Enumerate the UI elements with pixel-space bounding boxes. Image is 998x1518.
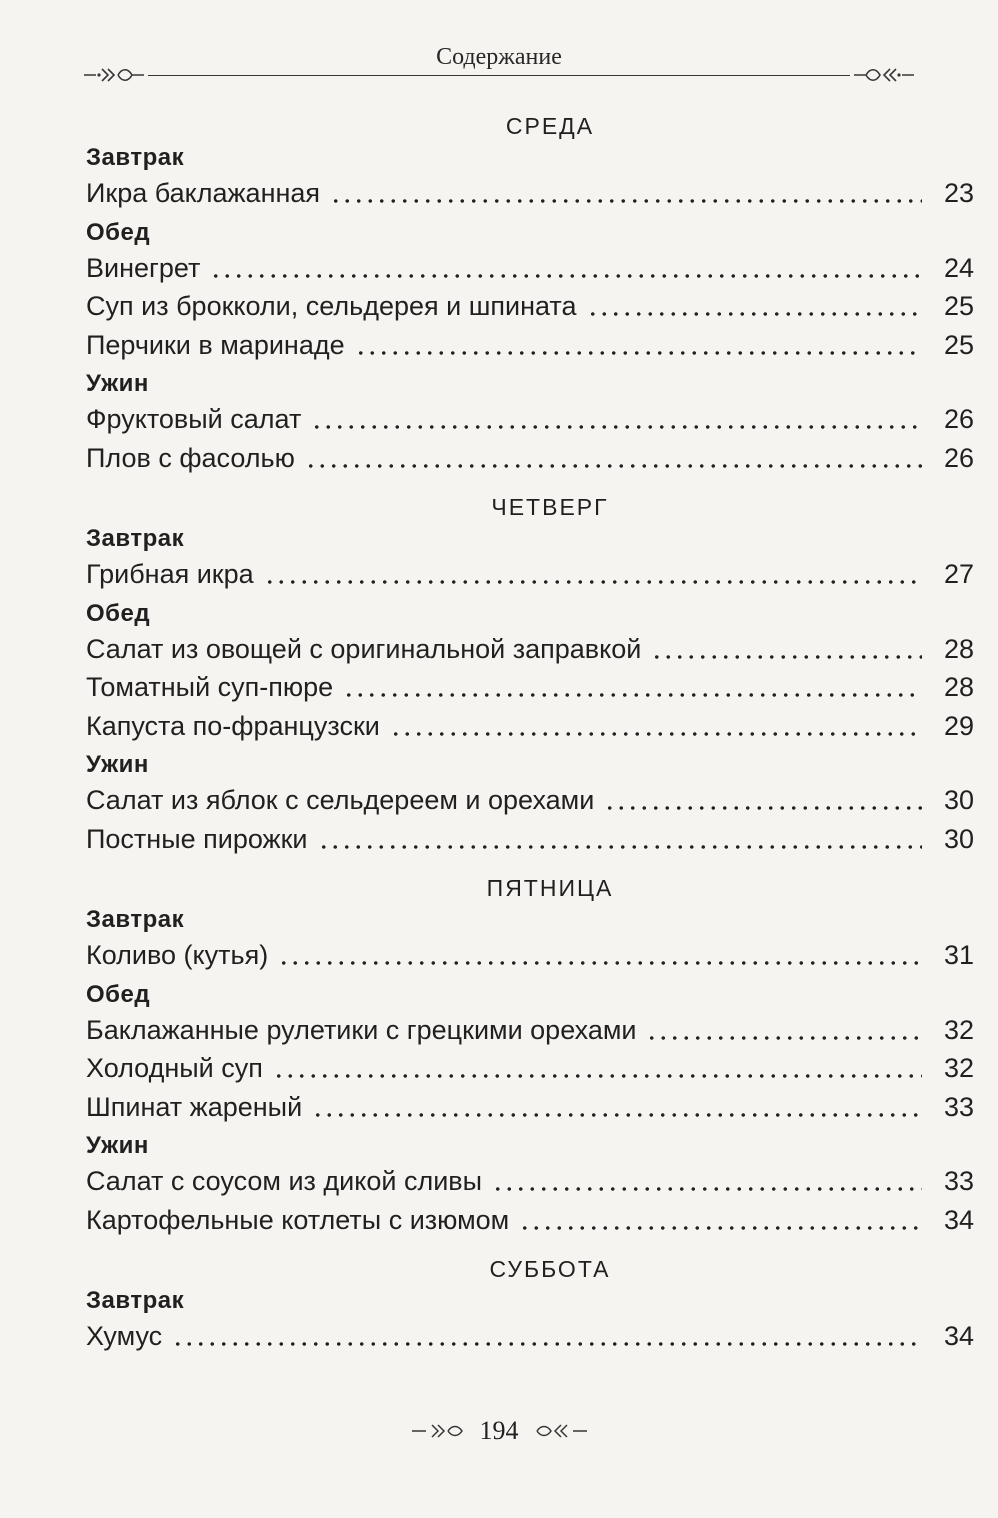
dot-leader: [305, 461, 922, 471]
toc-entry[interactable]: [86, 820, 974, 859]
toc-entry[interactable]: [86, 249, 974, 288]
entry-title: Фруктовый салат: [86, 404, 302, 434]
meal-heading: Ужин: [86, 751, 149, 778]
dot-leader: [390, 729, 922, 739]
day-section: [86, 872, 974, 1239]
meal-heading: Обед: [86, 980, 151, 1008]
dot-leader: [330, 196, 922, 206]
dot-leader: [355, 348, 922, 358]
meal-group: [86, 749, 974, 858]
entry-title: Баклажанные рулетики с грецкими орехами: [86, 1014, 637, 1045]
entry-title: Хумус: [86, 1321, 163, 1351]
entry-title: Картофельные котлеты с изюмом: [86, 1204, 510, 1235]
entry-title: Салат из яблок с сельдереем и орехами: [86, 785, 595, 815]
entry-title: Коливо (кутья): [86, 940, 269, 970]
toc-entry[interactable]: [86, 1162, 974, 1201]
entry-page-number: 29: [943, 710, 974, 741]
table-of-contents: [86, 110, 974, 1370]
day-heading: ЧЕТВЕРГ: [491, 494, 609, 520]
meal-heading: Завтрак: [86, 525, 185, 552]
day-section: [86, 491, 974, 858]
meal-group: [86, 217, 974, 365]
entry-title: Томатный суп-пюре: [86, 672, 334, 702]
toc-entry[interactable]: [86, 174, 974, 213]
meal-heading: Завтрак: [86, 144, 185, 171]
toc-entry[interactable]: [86, 287, 974, 326]
entry-page-number: 23: [943, 178, 974, 208]
entry-page-number: 31: [943, 940, 974, 970]
entry-title: Плов с фасолью: [86, 442, 295, 473]
dot-leader: [519, 1223, 922, 1233]
meal-group: [86, 1285, 974, 1356]
dot-leader: [210, 271, 922, 281]
header-rule: [148, 75, 850, 76]
toc-entry[interactable]: [86, 439, 974, 478]
toc-entry[interactable]: [86, 1201, 974, 1240]
meal-group: [86, 979, 974, 1127]
meal-heading: Ужин: [86, 1132, 149, 1159]
dot-leader: [651, 652, 922, 662]
dot-leader: [312, 1110, 922, 1120]
meal-heading: Завтрак: [86, 1287, 185, 1314]
footer-ornament-left-icon: [410, 1420, 470, 1442]
day-heading: СРЕДА: [505, 113, 595, 139]
toc-entry[interactable]: [86, 1317, 974, 1356]
entry-page-number: 25: [943, 329, 974, 360]
day-heading: СУББОТА: [489, 1256, 611, 1282]
running-header-title: Содержание: [436, 44, 562, 70]
entry-page-number: 34: [943, 1204, 974, 1235]
toc-entry[interactable]: [86, 1088, 974, 1127]
meal-heading: Обед: [86, 218, 151, 246]
entry-title: Капуста по-французски: [86, 710, 380, 741]
toc-entry[interactable]: [86, 936, 974, 975]
entry-page-number: 33: [943, 1166, 974, 1196]
meal-group: [86, 142, 974, 213]
entry-page-number: 32: [943, 1014, 974, 1045]
entry-page-number: 33: [943, 1091, 974, 1122]
meal-group: [86, 523, 974, 594]
entry-page-number: 32: [943, 1053, 974, 1083]
entry-page-number: 30: [943, 785, 974, 815]
page-footer: [0, 1416, 998, 1446]
ornament-right-icon: [852, 62, 916, 88]
page-number: 194: [479, 1416, 519, 1445]
entry-page-number: 34: [943, 1321, 974, 1351]
dot-leader: [264, 577, 922, 587]
toc-entry[interactable]: [86, 555, 974, 594]
meal-group: [86, 598, 974, 746]
entry-title: Постные пирожки: [86, 823, 308, 854]
dot-leader: [172, 1339, 922, 1349]
toc-entry[interactable]: [86, 707, 974, 746]
entry-title: Винегрет: [86, 252, 201, 283]
toc-entry[interactable]: [86, 668, 974, 707]
meal-group: [86, 904, 974, 975]
meal-heading: Обед: [86, 599, 151, 627]
entry-page-number: 28: [943, 633, 974, 664]
day-section: [86, 1253, 974, 1356]
footer-ornament-right-icon: [529, 1420, 589, 1442]
meal-group: [86, 368, 974, 477]
entry-page-number: 26: [943, 442, 974, 473]
dot-leader: [587, 309, 922, 319]
toc-entry[interactable]: [86, 400, 974, 439]
meal-heading: Завтрак: [86, 906, 185, 933]
dot-leader: [278, 958, 922, 968]
toc-entry[interactable]: [86, 1049, 974, 1088]
dot-leader: [604, 803, 922, 813]
entry-title: Грибная икра: [86, 559, 254, 589]
entry-page-number: 25: [943, 291, 974, 321]
entry-page-number: 28: [943, 672, 974, 702]
entry-title: Перчики в маринаде: [86, 329, 345, 360]
entry-title: Икра баклажанная: [86, 178, 321, 208]
dot-leader: [343, 690, 922, 700]
toc-entry[interactable]: [86, 1011, 974, 1050]
entry-page-number: 24: [943, 252, 974, 283]
entry-page-number: 30: [943, 823, 974, 854]
toc-entry[interactable]: [86, 781, 974, 820]
toc-entry[interactable]: [86, 326, 974, 365]
dot-leader: [646, 1033, 921, 1043]
entry-title: Салат с соусом из дикой сливы: [86, 1166, 483, 1196]
day-section: [86, 110, 974, 477]
dot-leader: [492, 1184, 922, 1194]
entry-page-number: 27: [943, 559, 974, 589]
dot-leader: [318, 842, 922, 852]
dot-leader: [311, 422, 922, 432]
dot-leader: [273, 1071, 922, 1081]
entry-title: Холодный суп: [86, 1053, 263, 1083]
ornament-left-icon: [82, 62, 146, 88]
meal-group: [86, 1130, 974, 1239]
meal-heading: Ужин: [86, 370, 149, 397]
entry-page-number: 26: [943, 404, 974, 434]
toc-entry[interactable]: [86, 630, 974, 669]
day-heading: ПЯТНИЦА: [486, 875, 614, 901]
entry-title: Салат из овощей с оригинальной заправкой: [86, 633, 642, 664]
entry-title: Суп из брокколи, сельдерея и шпината: [86, 291, 577, 321]
entry-title: Шпинат жареный: [86, 1091, 303, 1122]
